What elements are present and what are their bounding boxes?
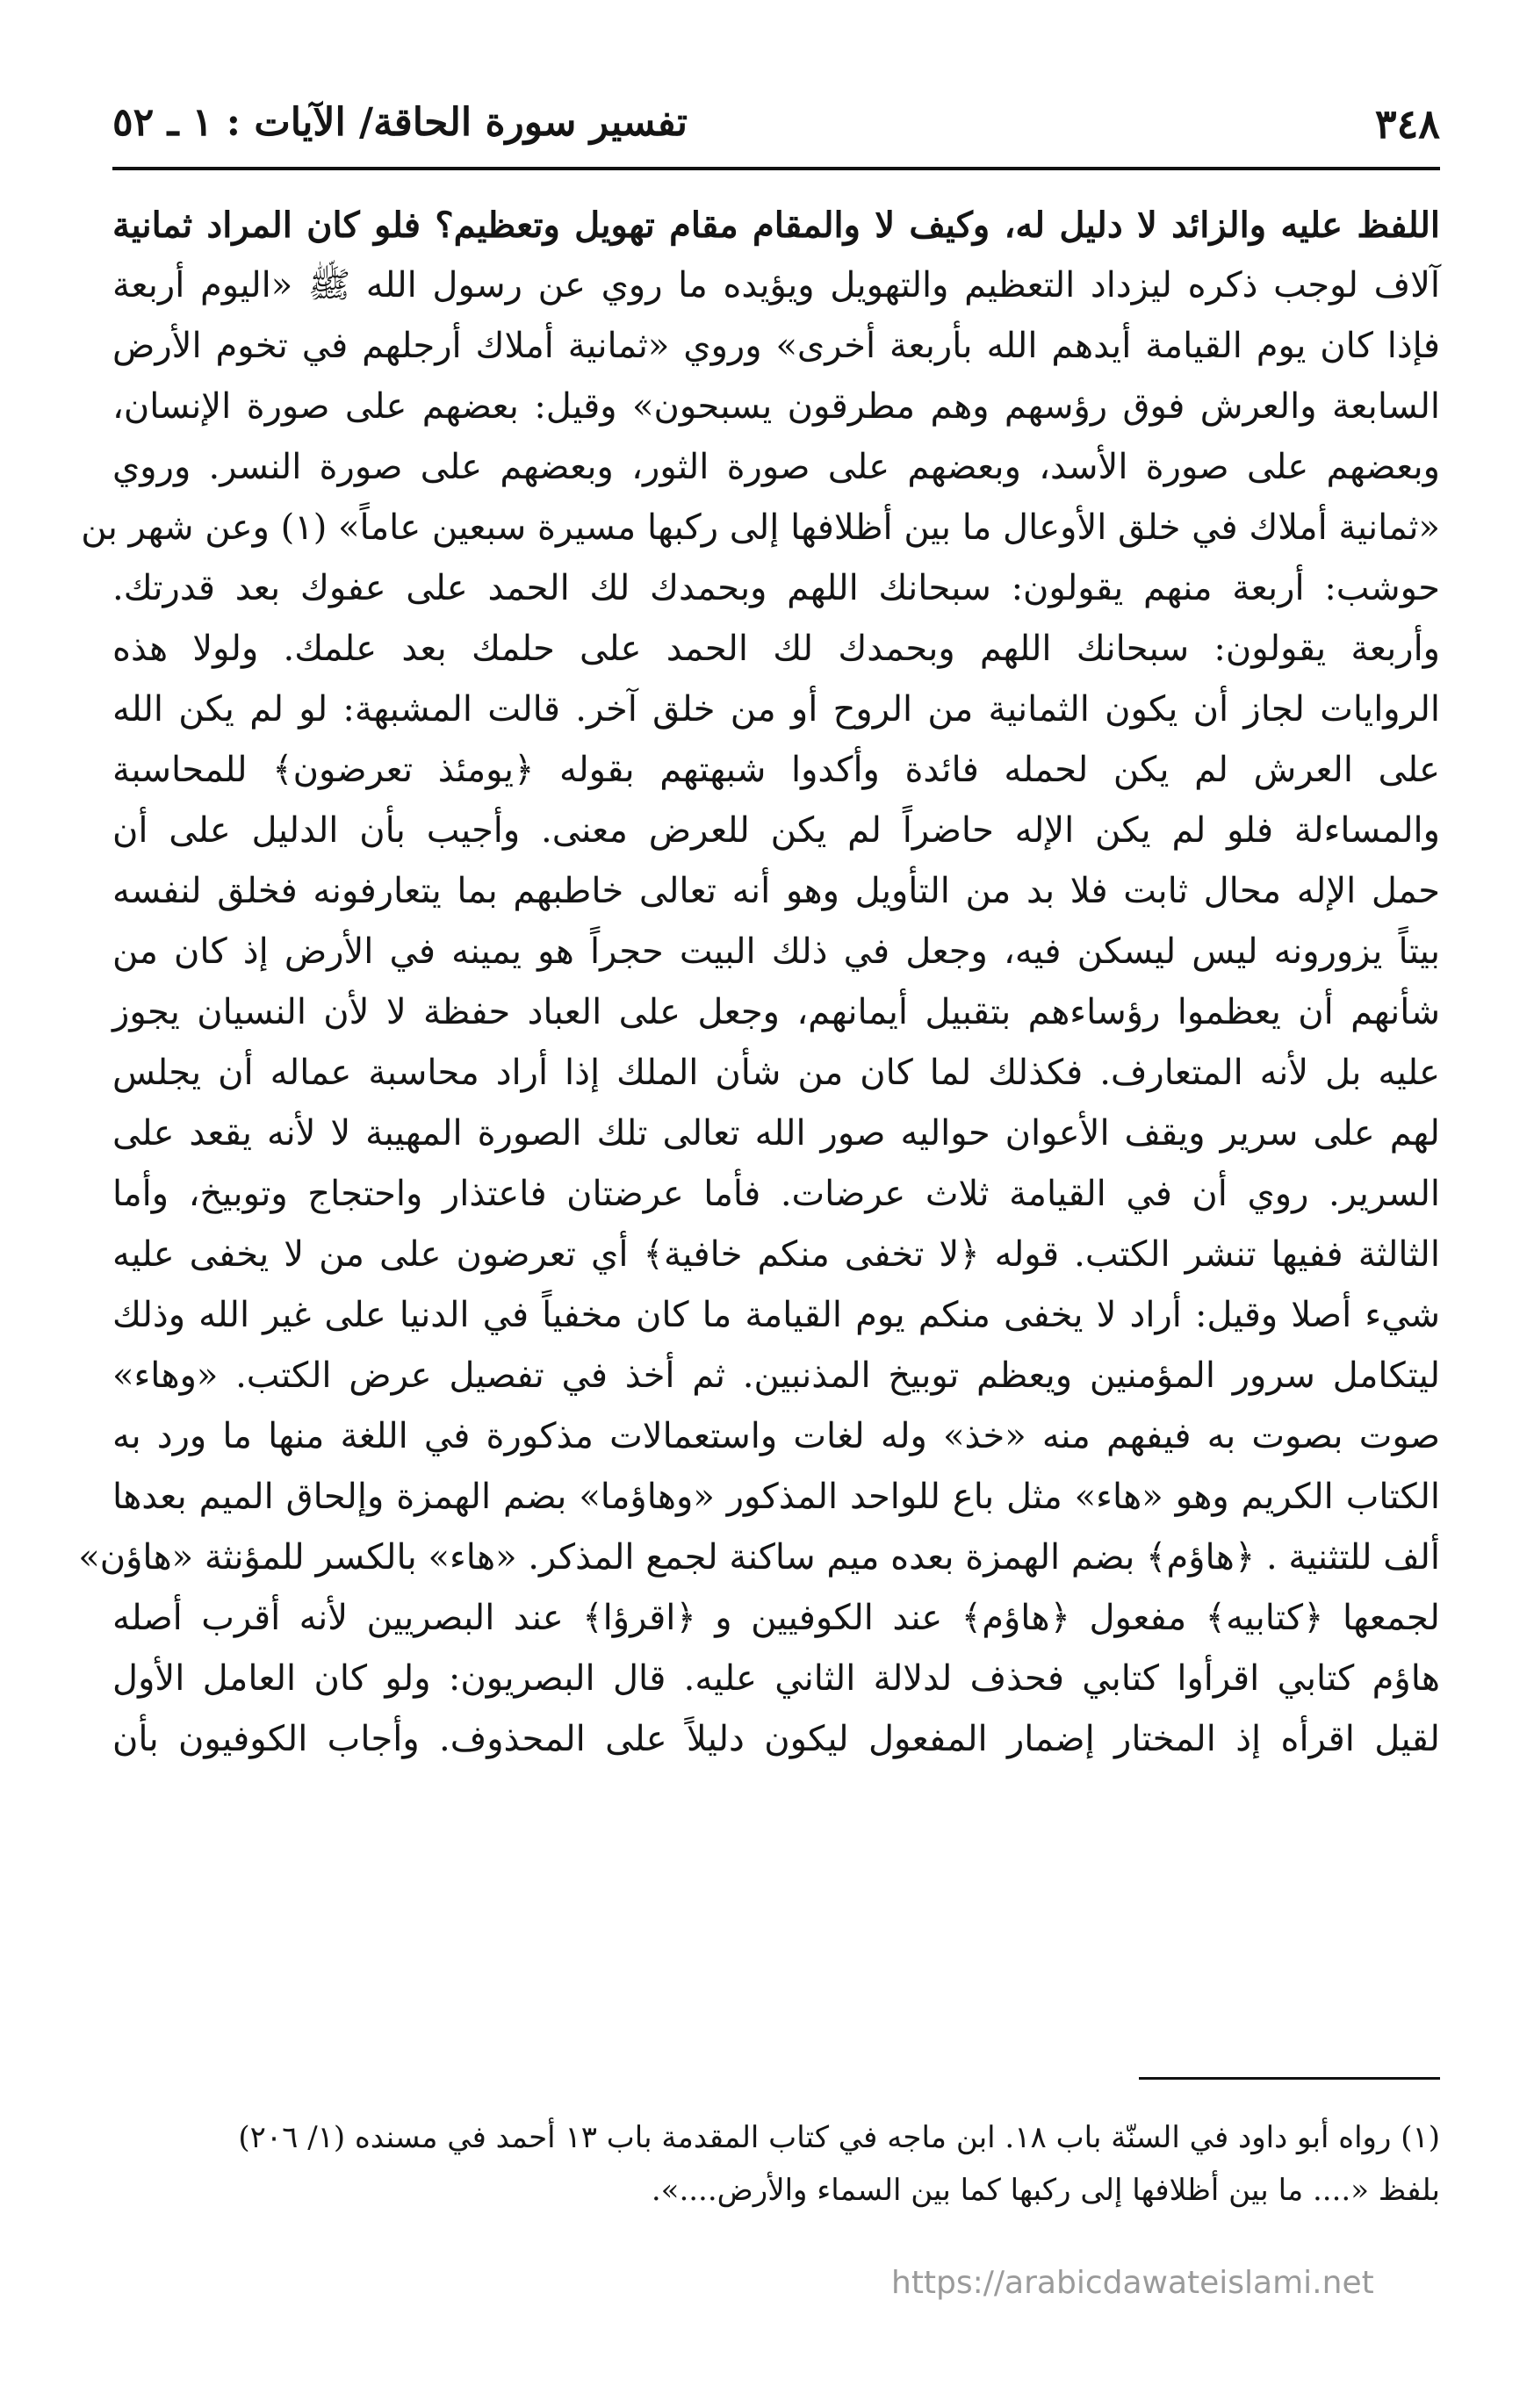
footnote-divider xyxy=(1139,2077,1440,2080)
text-line: السرير. روي أن في القيامة ثلاث عرضات. فأما عرضتان فاعتذار واحتجاج وتوبيخ، وأما xyxy=(112,1174,1440,1214)
text-line: على العرش لم يكن لحمله فائدة وأكدوا شبهتهم بقوله ﴿يومئذ تعرضون﴾ للمحاسبة xyxy=(112,750,1440,790)
footnote-line: بلفظ «.... ما بين أظلافها إلى ركبها كما بين السماء والأرض....». xyxy=(651,2173,1440,2208)
text-line: ليتكامل سرور المؤمنين ويعظم توبيخ المذنبين. ثم أخذ في تفصيل عرض الكتب. «وهاء» xyxy=(112,1355,1440,1396)
text-line: حوشب: أربعة منهم يقولون: سبحانك اللهم وبحمدك لك الحمد على عفوك بعد قدرتك. xyxy=(112,568,1440,608)
text-line: لقيل اقرأه إذ المختار إضمار المفعول ليكون دليلاً على المحذوف. وأجاب الكوفيون بأن xyxy=(112,1719,1440,1759)
text-line: شأنهم أن يعظموا رؤساءهم بتقبيل أيمانهم، وجعل على العباد حفظة لا لأن النسيان يجوز xyxy=(112,992,1440,1032)
text-line: لهم على سرير ويقف الأعوان حواليه صور الله تعالى تلك الصورة المهيبة لا لأنه يقعد على xyxy=(112,1113,1440,1154)
text-line: اللفظ عليه والزائد لا دليل له، وكيف لا والمقام مقام تهويل وتعظيم؟ فلو كان المراد ثمانية xyxy=(112,205,1440,246)
page-header xyxy=(112,88,1440,170)
text-line: فإذا كان يوم القيامة أيدهم الله بأربعة أخرى» وروي «ثمانية أملاك أرجلهم في تخوم الأرض xyxy=(112,326,1440,366)
text-line: عليه بل لأنه المتعارف. فكذلك لما كان من شأن الملك إذا أراد محاسبة عماله أن يجلس xyxy=(112,1053,1440,1093)
footnotes xyxy=(112,2111,1440,2217)
text-line: هاؤم كتابي اقرأوا كتابي فحذف لدلالة الثاني عليه. قال البصريون: ولو كان العامل الأول xyxy=(112,1658,1440,1699)
text-line: شيء أصلا وقيل: أراد لا يخفى منكم يوم القيامة ما كان مخفياً في الدنيا على غير الله وذلك xyxy=(112,1295,1440,1335)
page-number: ٣٤٨ xyxy=(1374,100,1440,147)
text-line: وبعضهم على صورة الأسد، وبعضهم على صورة الثور، وبعضهم على صورة النسر. وروي xyxy=(112,447,1440,487)
body-text xyxy=(78,195,1440,1770)
text-line: آلاف لوجب ذكره ليزداد التعظيم والتهويل ويؤيده ما روي عن رسول الله ﷺ «اليوم أربعة xyxy=(112,265,1440,305)
text-line: وأربعة يقولون: سبحانك اللهم وبحمدك لك الحمد على حلمك بعد علمك. ولولا هذه xyxy=(112,629,1440,669)
text-line: «ثمانية أملاك في خلق الأوعال ما بين أظلافها إلى ركبها مسيرة سبعين عاماً» (١) وعن شهر بن xyxy=(81,507,1440,548)
watermark-url: https://arabicdawateislami.net xyxy=(891,2265,1374,2301)
running-title: تفسير سورة الحاقة/ الآيات : ١ ـ ٥٢ xyxy=(112,100,688,145)
text-line: ألف للتثنية . ﴿هاؤم﴾ بضم الهمزة بعده ميم ساكنة لجمع المذكر. «هاء» بالكسر للمؤنثة «هاؤن» xyxy=(78,1537,1440,1578)
text-line: الكتاب الكريم وهو «هاء» مثل باع للواحد المذكور «وهاؤما» بضم الهمزة وإلحاق الميم بعدها xyxy=(112,1477,1440,1517)
text-line: الثالثة ففيها تنشر الكتب. قوله ﴿لا تخفى منكم خافية﴾ أي تعرضون على من لا يخفى عليه xyxy=(112,1234,1440,1275)
text-line: لجمعها ﴿كتابيه﴾ مفعول ﴿هاؤم﴾ عند الكوفيين و ﴿اقرؤا﴾ عند البصريين لأنه أقرب أصله xyxy=(112,1598,1440,1638)
text-line: والمساءلة فلو لم يكن الإله حاضراً لم يكن للعرض معنى. وأجيب بأن الدليل على أن xyxy=(112,810,1440,851)
text-line: صوت بصوت به فيفهم منه «خذ» وله لغات واستعمالات مذكورة في اللغة منها ما ورد به xyxy=(112,1416,1440,1456)
text-line: الروايات لجاز أن يكون الثمانية من الروح أو من خلق آخر. قالت المشبهة: لو لم يكن الله xyxy=(112,689,1440,730)
text-line: بيتاً يزورونه ليس ليسكن فيه، وجعل في ذلك البيت حجراً هو يمينه في الأرض إذ كان من xyxy=(112,931,1440,972)
footnote-line: (١) رواه أبو داود في السنّة باب ١٨. ابن ماجه في كتاب المقدمة باب ١٣ أحمد في مسنده (١/ ٢٠٦) xyxy=(238,2120,1440,2155)
text-line: السابعة والعرش فوق رؤسهم وهم مطرقون يسبحون» وقيل: بعضهم على صورة الإنسان، xyxy=(112,386,1440,427)
text-line: حمل الإله محال ثابت فلا بد من التأويل وهو أنه تعالى خاطبهم بما يتعارفونه فخلق لنفسه xyxy=(112,871,1440,911)
